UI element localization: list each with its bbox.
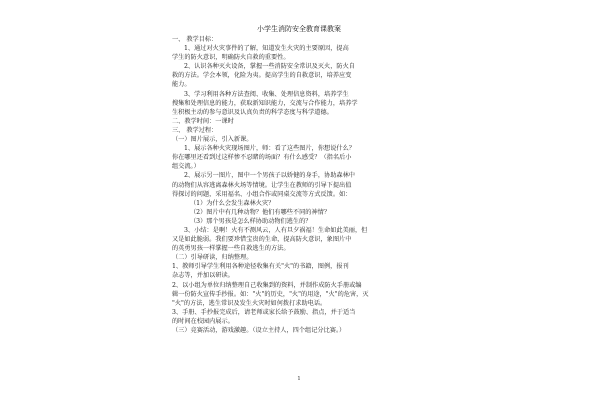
text-line: 生积极主动的参与意识及认真负责的科学态度与科学道德。 xyxy=(172,108,333,116)
text-line: 救的方法。学会本领，化险为夷。提高学生的自救意识，培养应变 xyxy=(172,72,352,80)
text-line: （一）图片展示，引入新课。 xyxy=(172,136,253,144)
text-line: 学生的防火意识，明确防火自救的重要性。 xyxy=(172,54,290,62)
text-line: 2、认识各种灭火设备，掌握一些消防安全常识及灭火，防火自 xyxy=(184,63,355,71)
text-line: （3）那个男孩是怎么样协助动物们逃生的？ xyxy=(190,217,312,225)
page-number: 1 xyxy=(297,375,301,382)
text-line: 1、教师引导学生利用各种途径收集有关"火"的书籍，图例，报刊 xyxy=(172,263,349,271)
text-line: 1、展示各种火灾现场图片，师：看了这些图片，你想说什么？ xyxy=(184,145,355,153)
text-line: 3、手册、手抄报完成后，请老师或家长给予鼓励、指点，并于适当 xyxy=(172,308,356,316)
text-line: 杂志等，并加以研读。 xyxy=(172,272,234,280)
text-line: （三）竞赛活动，游戏激趣。（设立主持人，四个组记分比赛。） xyxy=(172,327,346,334)
text-line: 3、小结：是啊！火有不测风云，人有旦夕祸福！生命如此美丽，但 xyxy=(184,226,368,234)
text-line: 组交流。） xyxy=(172,163,200,171)
text-line: 能力。 xyxy=(172,81,191,89)
document-page xyxy=(162,10,436,394)
text-line: （2）图片中有几种动物？他们有哪些不同的神情？ xyxy=(190,208,331,216)
text-line: 3、学习利用各种方法查阅、收集、处理信息资料，培养学生 xyxy=(184,90,349,98)
text-line: 一、 教学目标： xyxy=(172,36,218,43)
text-line: （1）为什么会发生森林火灾？ xyxy=(190,199,275,207)
text-line: 的英勇男孩一样掌握一些自救逃生的方法。 xyxy=(172,245,290,253)
document-title: 小学生消防安全教育课教案 xyxy=(257,25,341,33)
text-line: 的时间在校园内展示。 xyxy=(172,317,234,325)
text-line: 三、 教学过程： xyxy=(172,126,218,134)
text-line: 2、展示另一图片，图中一个男孩子以娇健的身手，协助森林中 xyxy=(184,172,355,180)
text-line: 得探讨的问题，采用福名、小组合作或同桌交流等方式反馈。如： xyxy=(172,190,352,198)
text-line: 1、通过对火灾事件的了解，知道发生火灾的主要原因，提高 xyxy=(184,45,349,53)
text-line: 辑一份防火宣传手抄报。如："火"的历史，"火"的用途，"火"的危害，灭 xyxy=(172,290,369,298)
text-line: 又是如此脆弱。我们要珍惜宝贵的生命，提高防火意识，象图片中 xyxy=(172,236,352,244)
text-line: （二）引导研读，归纳整理。 xyxy=(172,254,253,262)
text-line: 你在哪里还看到过这样惨不忍睹的场面？有什么感受？（指名后小 xyxy=(172,154,352,162)
text-line: 2、以小组为单位归纳整理自己收集到的资料，并制作成防火手册或编 xyxy=(172,281,362,289)
text-line: 的动物们从容逃离森林火场等情境。让学生在教师的引导下提出值 xyxy=(172,181,352,189)
text-line: 搜集和处理信息的能力，获取新知识能力，交流与合作能力，培养学 xyxy=(172,99,358,107)
document-body xyxy=(162,35,436,335)
text-line: 二、教学时间：一课时 xyxy=(172,117,234,125)
text-line: "火"的方法，逃生常识及发生火灾时如何拨打求助电话。 xyxy=(172,299,327,307)
